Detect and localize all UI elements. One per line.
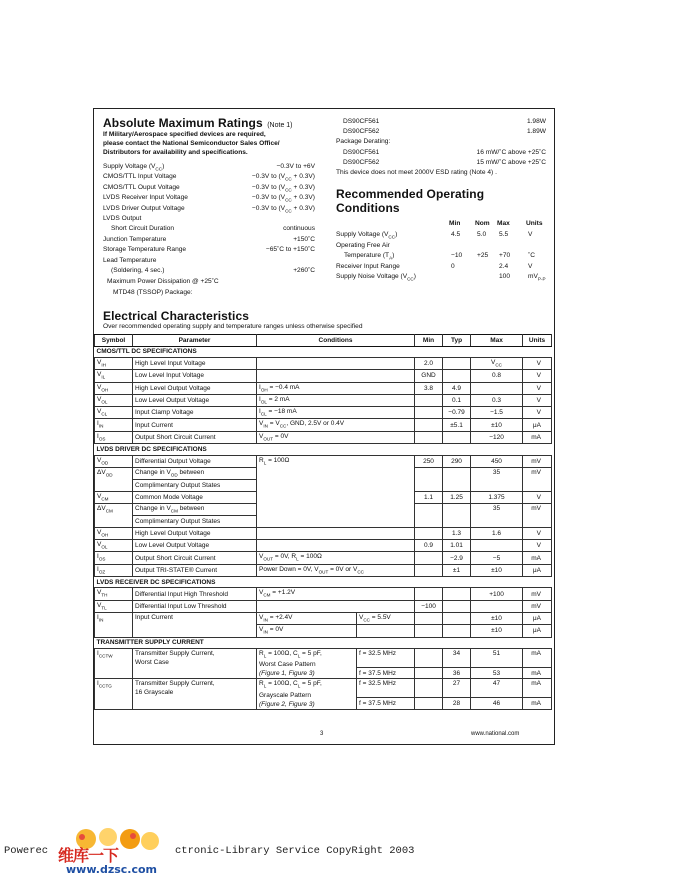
roc-units: V: [528, 231, 533, 238]
ec-parameter: High Level Output Voltage: [133, 527, 257, 539]
ec-symbol: $I_{IN}$: [95, 419, 133, 431]
ec-row: [95, 370, 552, 382]
ec-conditions: $V_{OUT} = 0V$, $R_L = 100\Omega$: [257, 552, 415, 564]
amr-row-value: +150˚C: [293, 235, 315, 243]
ec-units: mV: [523, 467, 552, 491]
derating-value: 1.89W: [526, 128, 546, 136]
ec-units: V: [523, 394, 552, 406]
ec-conditions: [257, 370, 415, 382]
ec-parameter: Differential Output Voltage: [133, 455, 257, 467]
roc-title-line: Recommended Operating: [336, 187, 485, 201]
roc-header: [336, 219, 546, 229]
derating-label: DS90CF561: [343, 148, 380, 156]
ec-max: ±10: [471, 625, 523, 637]
amr-row-label: Short Circuit Duration: [111, 225, 175, 233]
ec-row: [95, 527, 552, 539]
ec-max: 1.375: [471, 491, 523, 503]
amr-title: Absolute Maximum Ratings: [103, 116, 263, 130]
amr-row-label: CMOS/TTL Input Voltage: [103, 173, 177, 181]
ec-parameter: Change in $V_{CM}$ between: [133, 503, 257, 515]
ec-conditions: $I_{OL} = 2$ mA: [257, 394, 415, 406]
ec-max: ±10: [471, 613, 523, 625]
ec-row: [95, 564, 552, 576]
ec-max: 47: [471, 679, 523, 698]
ec-units: mA: [523, 667, 552, 679]
amr-row-label: Storage Temperature Range: [103, 246, 187, 254]
amr-row: [103, 266, 315, 276]
ec-max: 0.8: [471, 370, 523, 382]
ec-conditions: [257, 540, 415, 552]
derating-label: DS90CF562: [343, 128, 380, 136]
roc-param: Receiver Input Range: [336, 262, 400, 270]
ec-typ: −2.9: [443, 552, 471, 564]
ec-min: 3.8: [415, 382, 443, 394]
ec-max: 46: [471, 698, 523, 710]
roc-value: −10: [451, 252, 463, 260]
amr-row-value: continuous: [283, 225, 315, 233]
dzsc-logo: [52, 825, 172, 880]
ec-parameter-text: Transmitter Supply Current, 16 Grayscale: [135, 680, 215, 697]
ec-units: μA: [523, 613, 552, 625]
ec-max: ±10: [471, 564, 523, 576]
ec-min: 1.1: [415, 491, 443, 503]
ec-conditions-text: $R_L = 100\Omega$, $C_L = 5$ pF, Grayscale Pattern (Figure 2, Figure 3): [259, 680, 322, 708]
ec-frequency: f = 37.5 MHz: [357, 698, 415, 710]
amr-row-value: −65˚C to +150˚C: [265, 246, 315, 254]
ec-parameter: Complimentary Output States: [133, 516, 257, 528]
amr-row-value: −0.3V to +6V: [276, 163, 315, 170]
derating-row: [336, 168, 546, 178]
ec-symbol: $I_{OS}$: [95, 552, 133, 564]
ec-subtitle: Over recommended operating supply and temperature ranges unless otherwise specified: [103, 323, 363, 330]
ec-row: [95, 552, 552, 564]
ec-units: V: [523, 407, 552, 419]
ec-conditions-text: $R_L = 100\Omega$, $C_L = 5$ pF, Worst Case Pattern (Figure 1, Figure 3): [259, 650, 322, 678]
ec-parameter: Output Short Circuit Current: [133, 552, 257, 564]
ec-parameter: Change in $V_{OD}$ between: [133, 467, 257, 479]
ec-conditions: $I_{CL} = -18$ mA: [257, 407, 415, 419]
ec-header-min: Min: [415, 335, 443, 347]
roc-row: [336, 272, 546, 282]
ec-section-title: CMOS/TTL DC SPECIFICATIONS: [95, 346, 552, 358]
amr-row: [103, 214, 315, 224]
amr-row-label: Junction Temperature: [103, 235, 167, 243]
roc-param: Supply Voltage $(V_{CC})$: [336, 231, 398, 240]
ec-parameter: Differential Input Low Threshold: [133, 600, 257, 612]
derating-label: DS90CF562: [343, 158, 380, 166]
ec-min: [415, 467, 443, 491]
derating-row: [336, 127, 546, 137]
ec-min: [415, 552, 443, 564]
ec-units: μA: [523, 625, 552, 637]
ec-parameter: [133, 649, 257, 679]
ec-max: −1.5: [471, 407, 523, 419]
ec-parameter: Low Level Output Voltage: [133, 394, 257, 406]
roc-value: 0: [451, 262, 455, 270]
ec-min: [415, 588, 443, 600]
amr-row: [103, 162, 315, 172]
ec-header-parameter: Parameter: [133, 335, 257, 347]
amr-row: [103, 172, 315, 182]
amr-row-label: Lead Temperature: [103, 256, 157, 264]
ec-conditions: [257, 358, 415, 370]
ec-typ: −0.79: [443, 407, 471, 419]
amr-row-label: (Soldering, 4 sec.): [111, 267, 165, 274]
roc-row: [336, 251, 546, 261]
ec-max: ±10: [471, 419, 523, 431]
ec-typ: 1.3: [443, 527, 471, 539]
ec-min: [415, 431, 443, 443]
roc-units: V: [528, 262, 533, 270]
ec-typ: 34: [443, 649, 471, 668]
ec-symbol: $V_{OH}$: [95, 527, 133, 539]
ec-conditions: $I_{OH} = -0.4$ mA: [257, 382, 415, 394]
roc-header-cell: Nom: [475, 220, 490, 227]
ec-conditions: $R_L = 100\Omega$: [257, 455, 415, 527]
ec-parameter: Input Clamp Voltage: [133, 407, 257, 419]
powered-left: Powerec: [4, 845, 49, 857]
amr-row-label: Supply Voltage $(V_{CC})$: [103, 163, 165, 172]
ec-min: [415, 649, 443, 668]
ec-symbol: $I_{OS}$: [95, 431, 133, 443]
ec-row: [95, 419, 552, 431]
ec-units: mV: [523, 600, 552, 612]
ec-symbol: $V_{IL}$: [95, 370, 133, 382]
ec-typ: 0.1: [443, 394, 471, 406]
ec-section-row: [95, 637, 552, 649]
ec-typ: [443, 613, 471, 625]
amr-note: (Note 1): [267, 122, 293, 129]
ec-section-title: TRANSMITTER SUPPLY CURRENT: [95, 637, 552, 649]
ec-row: [95, 613, 552, 625]
ec-typ: [443, 370, 471, 382]
ec-units: mA: [523, 698, 552, 710]
ec-row: [95, 600, 552, 612]
ec-parameter: Output Short Circuit Current: [133, 431, 257, 443]
roc-value: 100: [499, 273, 511, 281]
amr-package-label: MTD48 (TSSOP) Package:: [113, 289, 193, 296]
amr-notice-line: please contact the National Semiconductor Sales Office/: [103, 140, 280, 147]
amr-row: [103, 245, 315, 255]
roc-header-cell: Min: [449, 220, 461, 227]
ec-max: 35: [471, 503, 523, 527]
ec-max: 53: [471, 667, 523, 679]
ec-header-symbol: Symbol: [95, 335, 133, 347]
ec-symbol: $\Delta V_{OD}$: [95, 467, 133, 491]
ec-row: [95, 588, 552, 600]
ec-symbol: $V_{OL}$: [95, 540, 133, 552]
roc-value: 5.5: [499, 231, 509, 238]
ec-conditions: $V_{IN} = +2.4V$: [257, 613, 357, 625]
ec-parameter: High Level Input Voltage: [133, 358, 257, 370]
amr-row-value: −0.3V to $(V_{CC} + 0.3V)$: [251, 173, 315, 182]
ec-min: [415, 503, 443, 527]
ec-conditions: $V_{CC} = 5.5V$: [357, 613, 415, 625]
amr-row: [103, 183, 315, 193]
ec-units: mA: [523, 679, 552, 698]
ec-units: V: [523, 370, 552, 382]
amr-row-value: −0.3V to $(V_{CC} + 0.3V)$: [251, 194, 315, 203]
roc-param: Supply Noise Voltage $(V_{CC})$: [336, 273, 416, 282]
ec-header-typ: Typ: [443, 335, 471, 347]
derating-value: 15 mW/˚C above +25˚C: [476, 158, 546, 166]
ec-typ: 1.25: [443, 491, 471, 503]
ec-max: −5: [471, 552, 523, 564]
ec-typ: [443, 503, 471, 527]
ec-units: V: [523, 358, 552, 370]
roc-row: [336, 230, 546, 240]
ec-symbol: $V_{CL}$: [95, 407, 133, 419]
amr-row: [103, 256, 315, 266]
ec-min: GND: [415, 370, 443, 382]
amr-row-label: LVDS Driver Output Voltage: [103, 204, 185, 212]
ec-typ: 290: [443, 455, 471, 467]
ec-max: +100: [471, 588, 523, 600]
ec-symbol: $V_{TH}$: [95, 588, 133, 600]
ec-units: V: [523, 527, 552, 539]
amr-row-label: CMOS/TTL Ouput Voltage: [103, 183, 180, 191]
ec-symbol: $I_{CCTW}$: [95, 649, 133, 679]
ec-parameter: Input Current: [133, 613, 257, 638]
ec-min: [415, 679, 443, 698]
amr-row: [103, 224, 315, 234]
ec-symbol: $V_{TL}$: [95, 600, 133, 612]
ec-symbol: $I_{OZ}$: [95, 564, 133, 576]
ec-max: 450: [471, 455, 523, 467]
ec-min: [415, 419, 443, 431]
ec-symbol: $V_{IH}$: [95, 358, 133, 370]
ec-min: 2.0: [415, 358, 443, 370]
amr-row-value: +260˚C: [293, 267, 315, 274]
roc-param: Temperature $(T_A)$: [344, 252, 395, 261]
derating-row: [336, 117, 546, 127]
ec-header-conditions: Conditions: [257, 335, 415, 347]
ec-max: 51: [471, 649, 523, 668]
ec-typ: 4.9: [443, 382, 471, 394]
ec-parameter: Output TRI-STATE® Current: [133, 564, 257, 576]
ec-min: [415, 394, 443, 406]
ec-frequency: f = 32.5 MHz: [357, 649, 415, 668]
page-number: 3: [320, 731, 324, 737]
ec-section-row: [95, 444, 552, 456]
roc-value: 2.4: [499, 262, 509, 270]
ec-typ: 27: [443, 679, 471, 698]
ec-conditions: $V_{OUT} = 0V$: [257, 431, 415, 443]
amr-row-label: LVDS Output: [103, 215, 142, 222]
ec-symbol: $I_{IN}$: [95, 613, 133, 638]
ec-max: −120: [471, 431, 523, 443]
ec-symbol: $\Delta V_{CM}$: [95, 503, 133, 527]
ec-min: 0.9: [415, 540, 443, 552]
ec-symbol: $V_{OD}$: [95, 455, 133, 467]
ec-typ: [443, 431, 471, 443]
amr-row-label: LVDS Receiver Input Voltage: [103, 194, 188, 202]
ec-parameter: Common Mode Voltage: [133, 491, 257, 503]
ec-header-units: Units: [523, 335, 552, 347]
derating-row: [336, 158, 546, 168]
ec-typ: 28: [443, 698, 471, 710]
roc-units: ˚C: [528, 252, 535, 260]
ec-max: [471, 540, 523, 552]
ec-parameter: Complimentary Output States: [133, 480, 257, 492]
ec-section-title: LVDS RECEIVER DC SPECIFICATIONS: [95, 576, 552, 588]
derating-value: 1.98W: [526, 118, 546, 125]
powered-right: ctronic-Library Service CopyRight 2003: [175, 845, 415, 857]
ec-units: mV: [523, 455, 552, 467]
ec-symbol: $V_{CM}$: [95, 491, 133, 503]
ec-units: mA: [523, 649, 552, 668]
ec-parameter: Low Level Output Voltage: [133, 540, 257, 552]
ec-parameter: Differential Input High Threshold: [133, 588, 257, 600]
roc-row: [336, 262, 546, 272]
amr-notice-line: If Military/Aerospace specified devices are required,: [103, 131, 266, 138]
ec-header-row: [95, 335, 552, 347]
ec-min: −100: [415, 600, 443, 612]
ec-units: V: [523, 540, 552, 552]
roc-value: 5.0: [477, 231, 487, 238]
ec-parameter: Low Level Input Voltage: [133, 370, 257, 382]
ec-conditions: $V_{IN} = V_{CC}$, GND, 2.5V or 0.4V: [257, 419, 415, 431]
roc-value: 4.5: [451, 231, 461, 238]
ec-conditions: Power Down = 0V, $V_{OUT} = 0V$ or $V_{CC}$: [257, 564, 415, 576]
amr-power-label: Maximum Power Dissipation @ +25˚C: [107, 278, 219, 285]
roc-value: +70: [499, 252, 511, 260]
ec-row: [95, 455, 552, 467]
roc-header-cell: Units: [526, 220, 543, 227]
ec-header-max: Max: [471, 335, 523, 347]
ec-parameter: Input Current: [133, 419, 257, 431]
ec-typ: [443, 625, 471, 637]
roc-header-cell: Max: [497, 220, 510, 227]
ec-row: [95, 407, 552, 419]
amr-notice: [103, 130, 280, 157]
amr-row-value: −0.3V to $(V_{CC} + 0.3V)$: [251, 183, 315, 193]
ec-frequency: f = 37.5 MHz: [357, 667, 415, 679]
ec-title: Electrical Characteristics: [103, 309, 250, 323]
amr-notice-line: Distributors for availability and specifications.: [103, 149, 248, 156]
roc-value: +25: [477, 252, 489, 260]
ec-conditions: $V_{IN} = 0V$: [257, 625, 357, 637]
footer-site: www.national.com: [471, 731, 520, 737]
ec-symbol: $V_{OH}$: [95, 382, 133, 394]
logo-text: 维库一下: [58, 846, 119, 865]
ec-symbol: $V_{OL}$: [95, 394, 133, 406]
ec-conditions: [357, 625, 415, 637]
ec-units: mA: [523, 431, 552, 443]
roc-title: [336, 187, 484, 215]
ec-typ: [443, 467, 471, 491]
ec-typ: 1.01: [443, 540, 471, 552]
derating-label: This device does not meet 2000V ESD rating (Note 4) .: [336, 169, 497, 176]
amr-row: [103, 235, 315, 245]
ec-row: [95, 358, 552, 370]
ec-section-row: [95, 346, 552, 358]
ec-parameter-text: Transmitter Supply Current, Worst Case: [135, 650, 215, 667]
ec-units: mV: [523, 503, 552, 527]
ec-min: [415, 564, 443, 576]
ec-max: [471, 600, 523, 612]
ec-units: V: [523, 382, 552, 394]
derating-row: [336, 148, 546, 158]
ec-max: 35: [471, 467, 523, 491]
ec-row: [95, 394, 552, 406]
ec-max: [471, 382, 523, 394]
ec-row: [95, 382, 552, 394]
ec-min: [415, 667, 443, 679]
ec-parameter: High Level Output Voltage: [133, 382, 257, 394]
ec-typ: [443, 588, 471, 600]
ec-typ: ±1: [443, 564, 471, 576]
ec-units: mV: [523, 588, 552, 600]
ec-conditions: [257, 527, 415, 539]
ec-conditions: $V_{CM} = +1.2V$: [257, 588, 415, 600]
ec-conditions: [257, 679, 357, 709]
roc-row: [336, 241, 546, 251]
logo-url: www.dzsc.com: [66, 863, 158, 876]
derating-label: Package Derating:: [336, 138, 391, 146]
ec-typ: 36: [443, 667, 471, 679]
ec-min: [415, 407, 443, 419]
ec-units: μA: [523, 564, 552, 576]
ec-parameter: [133, 679, 257, 709]
ec-min: [415, 625, 443, 637]
ec-units: V: [523, 491, 552, 503]
amr-row: [103, 204, 315, 214]
ec-section-row: [95, 576, 552, 588]
ec-units: mA: [523, 552, 552, 564]
ec-max: $V_{CC}$: [471, 358, 523, 370]
ec-row: [95, 540, 552, 552]
derating-label: DS90CF561: [343, 118, 380, 125]
ec-min: [415, 698, 443, 710]
ec-section-title: LVDS DRIVER DC SPECIFICATIONS: [95, 444, 552, 456]
amr-row: [103, 193, 315, 203]
ec-conditions: [257, 649, 357, 679]
ec-min: [415, 527, 443, 539]
ec-min: [415, 613, 443, 625]
ec-conditions: [257, 600, 415, 612]
derating-row: [336, 137, 546, 147]
roc-units: $mV_{P-P}$: [528, 273, 546, 282]
derating-value: 16 mW/˚C above +25˚C: [476, 148, 546, 156]
ec-typ: [443, 358, 471, 370]
ec-symbol: $I_{CCTG}$: [95, 679, 133, 709]
amr-row-value: −0.3V to $(V_{CC} + 0.3V)$: [251, 204, 315, 213]
ec-min: 250: [415, 455, 443, 467]
ec-units: μA: [523, 419, 552, 431]
ec-table: [94, 334, 552, 710]
ec-max: 1.6: [471, 527, 523, 539]
roc-title-line: Conditions: [336, 201, 400, 215]
roc-param: Operating Free Air: [336, 241, 390, 249]
ec-frequency: f = 32.5 MHz: [357, 679, 415, 698]
ec-row: [95, 431, 552, 443]
ec-typ: ±5.1: [443, 419, 471, 431]
ec-max: 0.3: [471, 394, 523, 406]
ec-typ: [443, 600, 471, 612]
